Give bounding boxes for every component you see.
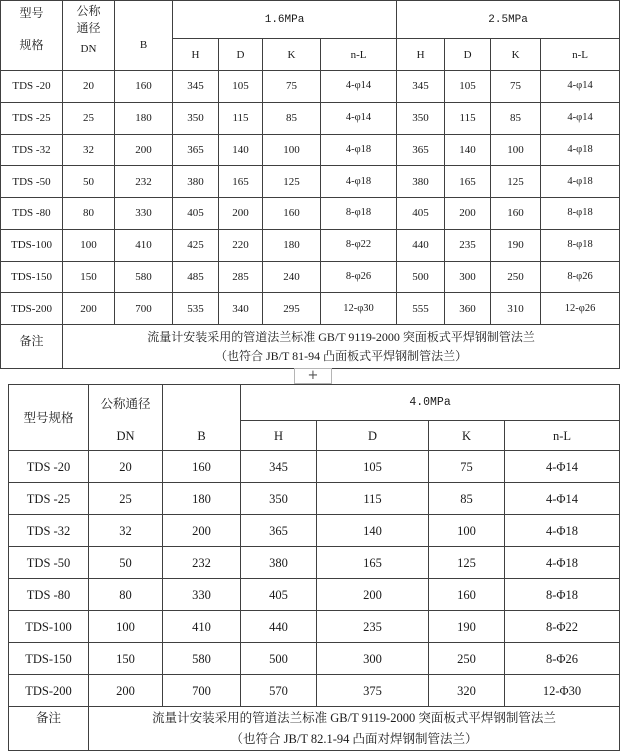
cell-b: 700: [115, 293, 173, 325]
note-row: [1, 325, 620, 369]
cell-nl-1-6mpa: 4-φ14: [321, 102, 397, 134]
header-nominal-diameter-line: DN: [116, 429, 135, 443]
header-sub-column: K: [429, 421, 505, 451]
table-row: [9, 611, 620, 643]
cell-k-4-0mpa: 75: [429, 451, 505, 483]
cell-k-4-0mpa: 320: [429, 675, 505, 707]
cell-nl-4-0mpa: 8-Φ18: [505, 579, 620, 611]
cell-k-2-5mpa: 85: [491, 102, 541, 134]
cell-k-1-6mpa: 75: [263, 71, 321, 103]
table-row: [1, 261, 620, 293]
header-b-label: B: [197, 429, 206, 443]
cell-k-2-5mpa: 310: [491, 293, 541, 325]
cell-h-1-6mpa: 485: [173, 261, 219, 293]
cell-dn: 150: [89, 643, 163, 675]
header-pressure-group: [241, 385, 620, 421]
cell-k-1-6mpa: 180: [263, 229, 321, 261]
cell-h-2-5mpa: 365: [397, 134, 445, 166]
header-model: [1, 1, 63, 71]
header-nominal-diameter: [63, 1, 115, 71]
cell-b: 200: [115, 134, 173, 166]
cell-k-2-5mpa: 125: [491, 166, 541, 198]
plus-icon: +: [307, 368, 319, 383]
cell-nl-2-5mpa: 4-φ18: [541, 166, 620, 198]
cell-nl-2-5mpa: 8-φ26: [541, 261, 620, 293]
cell-d-1-6mpa: 340: [219, 293, 263, 325]
cell-model: TDS-150: [9, 643, 89, 675]
cell-d-2-5mpa: 235: [445, 229, 491, 261]
cell-d-1-6mpa: 220: [219, 229, 263, 261]
cell-model: TDS -80: [9, 579, 89, 611]
header-sub-column: H: [173, 39, 219, 71]
cell-h-2-5mpa: 345: [397, 71, 445, 103]
cell-d-4-0mpa: 235: [317, 611, 429, 643]
cell-k-1-6mpa: 100: [263, 134, 321, 166]
cell-b: 700: [163, 675, 241, 707]
header-sub-column: n-L: [321, 39, 397, 71]
note-label: 备注: [1, 325, 63, 369]
header-model: 型号规格: [9, 385, 89, 451]
pressure-group-label: 1.6MPa: [264, 13, 305, 26]
cell-model: TDS-200: [1, 293, 63, 325]
cell-h-4-0mpa: 380: [241, 547, 317, 579]
cell-nl-4-0mpa: 12-Φ30: [505, 675, 620, 707]
cell-b: 410: [115, 229, 173, 261]
header-model-line: 型号: [19, 6, 44, 20]
header-b: [163, 385, 241, 451]
cell-nl-1-6mpa: 12-φ30: [321, 293, 397, 325]
cell-nl-4-0mpa: 4-Φ18: [505, 515, 620, 547]
note-text: [89, 707, 620, 751]
cell-h-4-0mpa: 440: [241, 611, 317, 643]
cell-b: 180: [115, 102, 173, 134]
cell-d-1-6mpa: 285: [219, 261, 263, 293]
cell-nl-4-0mpa: 4-Φ14: [505, 483, 620, 515]
cell-d-2-5mpa: 360: [445, 293, 491, 325]
cell-model: TDS -80: [1, 198, 63, 230]
cell-model: TDS -50: [1, 166, 63, 198]
cell-b: 580: [115, 261, 173, 293]
table-row: [1, 71, 620, 103]
cell-b: 200: [163, 515, 241, 547]
cell-h-1-6mpa: 350: [173, 102, 219, 134]
cell-nl-2-5mpa: 4-φ18: [541, 134, 620, 166]
note-line: （也符合 JB/T 82.1-94 凸面对焊钢制管法兰）: [230, 731, 478, 746]
cell-nl-1-6mpa: 4-φ18: [321, 166, 397, 198]
header-row-top: [1, 1, 620, 39]
table-row: [9, 451, 620, 483]
cell-h-1-6mpa: 365: [173, 134, 219, 166]
cell-d-4-0mpa: 140: [317, 515, 429, 547]
cell-nl-4-0mpa: 4-Φ14: [505, 451, 620, 483]
note-line: 流量计安装采用的管道法兰标准 GB/T 9119-2000 突面板式平焊钢制管法兰: [147, 329, 535, 344]
header-sub-column: H: [241, 421, 317, 451]
cell-k-4-0mpa: 85: [429, 483, 505, 515]
cell-k-1-6mpa: 125: [263, 166, 321, 198]
cell-d-1-6mpa: 140: [219, 134, 263, 166]
cell-k-4-0mpa: 250: [429, 643, 505, 675]
cell-k-1-6mpa: 240: [263, 261, 321, 293]
cell-dn: 25: [63, 102, 115, 134]
cell-d-4-0mpa: 200: [317, 579, 429, 611]
cell-b: 160: [115, 71, 173, 103]
table-row: [1, 198, 620, 230]
header-sub-column: n-L: [505, 421, 620, 451]
cell-nl-2-5mpa: 4-φ14: [541, 71, 620, 103]
cell-nl-2-5mpa: 8-φ18: [541, 198, 620, 230]
cell-h-2-5mpa: 380: [397, 166, 445, 198]
cell-k-4-0mpa: 160: [429, 579, 505, 611]
cell-dn: 25: [89, 483, 163, 515]
cell-d-4-0mpa: 105: [317, 451, 429, 483]
table-row: [1, 166, 620, 198]
cell-model: TDS -32: [9, 515, 89, 547]
cell-nl-2-5mpa: 12-φ26: [541, 293, 620, 325]
cell-d-2-5mpa: 165: [445, 166, 491, 198]
cell-dn: 100: [63, 229, 115, 261]
cell-model: TDS -20: [1, 71, 63, 103]
cell-d-1-6mpa: 115: [219, 102, 263, 134]
header-row-top: [9, 385, 620, 421]
cell-h-2-5mpa: 405: [397, 198, 445, 230]
cell-d-4-0mpa: 300: [317, 643, 429, 675]
table-body: [1, 1, 620, 369]
cell-dn: 32: [63, 134, 115, 166]
cell-k-2-5mpa: 250: [491, 261, 541, 293]
cell-nl-2-5mpa: 8-φ18: [541, 229, 620, 261]
header-nominal-diameter-line: 通径: [76, 21, 101, 35]
header-nominal-diameter-line: 公称通径: [100, 397, 151, 411]
cell-k-1-6mpa: 85: [263, 102, 321, 134]
cell-b: 232: [163, 547, 241, 579]
cell-h-1-6mpa: 380: [173, 166, 219, 198]
table-row: [1, 229, 620, 261]
cell-h-1-6mpa: 535: [173, 293, 219, 325]
table-body: [9, 385, 620, 751]
table-row: [9, 483, 620, 515]
cell-k-1-6mpa: 160: [263, 198, 321, 230]
cell-b: 160: [163, 451, 241, 483]
cell-b: 232: [115, 166, 173, 198]
cell-h-2-5mpa: 350: [397, 102, 445, 134]
note-label: 备注: [9, 707, 89, 751]
cell-dn: 200: [63, 293, 115, 325]
header-sub-column: D: [317, 421, 429, 451]
header-sub-column: D: [219, 39, 263, 71]
pressure-group-label: 2.5MPa: [488, 13, 528, 26]
header-nominal-diameter-line: DN: [80, 43, 97, 55]
cell-dn: 32: [89, 515, 163, 547]
cell-k-2-5mpa: 160: [491, 198, 541, 230]
cell-k-2-5mpa: 75: [491, 71, 541, 103]
cell-k-4-0mpa: 125: [429, 547, 505, 579]
table-row: [9, 547, 620, 579]
cell-d-4-0mpa: 115: [317, 483, 429, 515]
cell-d-2-5mpa: 115: [445, 102, 491, 134]
cell-dn: 50: [63, 166, 115, 198]
note-line: （也符合 JB/T 81-94 凸面板式平焊钢制管法兰）: [214, 348, 468, 363]
note-row: [9, 707, 620, 751]
cell-b: 330: [115, 198, 173, 230]
cell-nl-4-0mpa: 8-Φ26: [505, 643, 620, 675]
cell-d-2-5mpa: 200: [445, 198, 491, 230]
cell-nl-2-5mpa: 4-φ14: [541, 102, 620, 134]
note-line: 流量计安装采用的管道法兰标准 GB/T 9119-2000 突面板式平焊钢制管法兰: [152, 710, 556, 725]
cell-d-2-5mpa: 105: [445, 71, 491, 103]
cell-h-4-0mpa: 405: [241, 579, 317, 611]
cell-d-2-5mpa: 140: [445, 134, 491, 166]
table-row: [9, 579, 620, 611]
cell-dn: 50: [89, 547, 163, 579]
cell-dn: 80: [89, 579, 163, 611]
cell-b: 330: [163, 579, 241, 611]
header-sub-column: D: [445, 39, 491, 71]
cell-b: 180: [163, 483, 241, 515]
cell-dn: 100: [89, 611, 163, 643]
flange-spec-table-low-pressure: [0, 0, 620, 369]
cell-h-4-0mpa: 350: [241, 483, 317, 515]
add-table-button[interactable]: [294, 368, 332, 384]
cell-model: TDS-200: [9, 675, 89, 707]
cell-d-4-0mpa: 375: [317, 675, 429, 707]
cell-nl-1-6mpa: 8-φ18: [321, 198, 397, 230]
table-row: [1, 293, 620, 325]
cell-d-1-6mpa: 165: [219, 166, 263, 198]
header-pressure-group: [173, 1, 397, 39]
table-row: [9, 643, 620, 675]
cell-h-1-6mpa: 345: [173, 71, 219, 103]
cell-h-1-6mpa: 425: [173, 229, 219, 261]
cell-nl-1-6mpa: 8-φ26: [321, 261, 397, 293]
cell-h-2-5mpa: 500: [397, 261, 445, 293]
cell-model: TDS-100: [1, 229, 63, 261]
cell-dn: 150: [63, 261, 115, 293]
cell-k-2-5mpa: 100: [491, 134, 541, 166]
header-model-line: 规格: [19, 38, 44, 52]
cell-k-2-5mpa: 190: [491, 229, 541, 261]
cell-h-2-5mpa: 440: [397, 229, 445, 261]
table-row: [9, 515, 620, 547]
header-nominal-diameter: [89, 385, 163, 451]
table-row: [1, 102, 620, 134]
cell-d-1-6mpa: 105: [219, 71, 263, 103]
cell-b: 580: [163, 643, 241, 675]
cell-b: 410: [163, 611, 241, 643]
cell-nl-1-6mpa: 4-φ14: [321, 71, 397, 103]
cell-model: TDS -25: [1, 102, 63, 134]
header-sub-column: n-L: [541, 39, 620, 71]
cell-model: TDS -25: [9, 483, 89, 515]
cell-model: TDS -32: [1, 134, 63, 166]
cell-nl-4-0mpa: 8-Φ22: [505, 611, 620, 643]
cell-k-4-0mpa: 190: [429, 611, 505, 643]
cell-nl-1-6mpa: 4-φ18: [321, 134, 397, 166]
table-row: [1, 134, 620, 166]
header-b: [115, 1, 173, 71]
cell-dn: 20: [63, 71, 115, 103]
header-nominal-diameter-line: 公称: [76, 4, 101, 18]
cell-k-4-0mpa: 100: [429, 515, 505, 547]
cell-h-4-0mpa: 570: [241, 675, 317, 707]
cell-model: TDS -50: [9, 547, 89, 579]
table-row: [9, 675, 620, 707]
cell-h-4-0mpa: 365: [241, 515, 317, 547]
cell-nl-4-0mpa: 4-Φ18: [505, 547, 620, 579]
note-text: [63, 325, 620, 369]
pressure-group-label: 4.0MPa: [409, 395, 451, 409]
cell-dn: 200: [89, 675, 163, 707]
cell-h-1-6mpa: 405: [173, 198, 219, 230]
cell-model: TDS-100: [9, 611, 89, 643]
header-sub-column: H: [397, 39, 445, 71]
cell-dn: 20: [89, 451, 163, 483]
cell-d-4-0mpa: 165: [317, 547, 429, 579]
cell-d-1-6mpa: 200: [219, 198, 263, 230]
cell-nl-1-6mpa: 8-φ22: [321, 229, 397, 261]
header-b-label: B: [139, 39, 148, 51]
cell-h-2-5mpa: 555: [397, 293, 445, 325]
header-sub-column: K: [491, 39, 541, 71]
cell-model: TDS -20: [9, 451, 89, 483]
cell-h-4-0mpa: 500: [241, 643, 317, 675]
cell-k-1-6mpa: 295: [263, 293, 321, 325]
cell-d-2-5mpa: 300: [445, 261, 491, 293]
header-sub-column: K: [263, 39, 321, 71]
flange-spec-table-4mpa: [8, 384, 620, 751]
cell-dn: 80: [63, 198, 115, 230]
cell-h-4-0mpa: 345: [241, 451, 317, 483]
cell-model: TDS-150: [1, 261, 63, 293]
header-pressure-group: [397, 1, 620, 39]
